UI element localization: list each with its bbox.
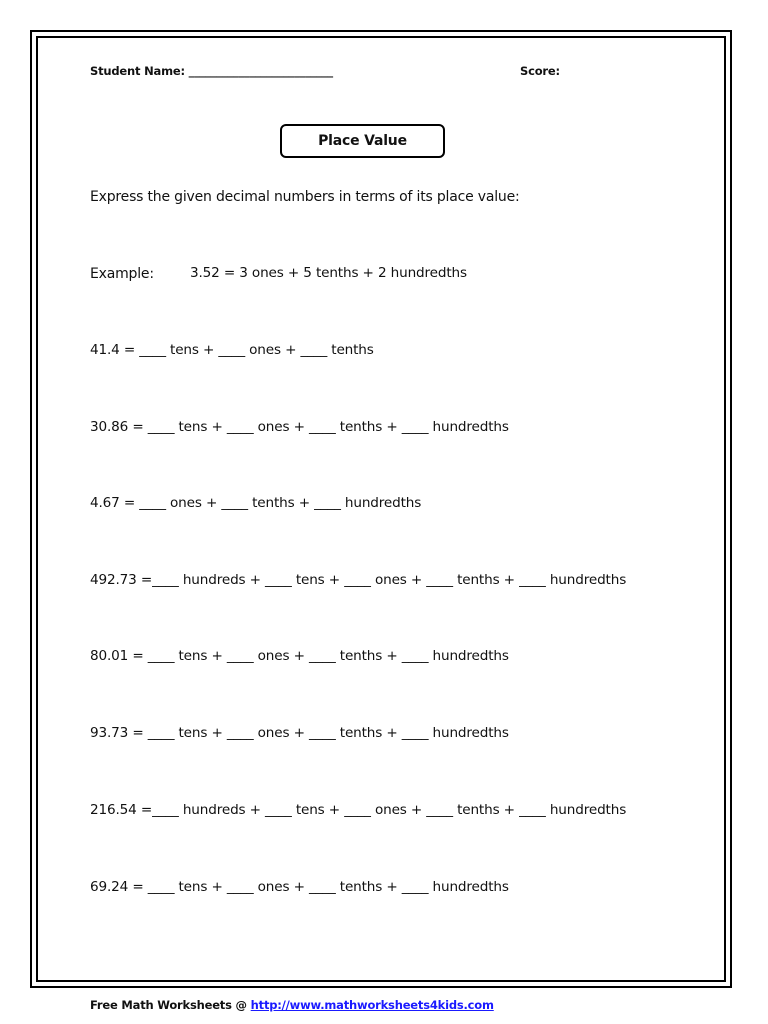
footer [90,1000,494,1012]
problem-1: 41.4 = ____ tens + ____ ones + ____ tenths [90,342,374,358]
problem-5: 80.01 = ____ tens + ____ ones + ____ tenths + ____ hundredths [90,648,509,664]
page-title [280,124,445,158]
example-expression: 3.52 = 3 ones + 5 tenths + 2 hundredths [190,265,467,281]
problem-3: 4.67 = ____ ones + ____ tenths + ____ hundredths [90,495,422,511]
example-label: Example: [90,266,154,282]
problem-6: 93.73 = ____ tens + ____ ones + ____ tenths + ____ hundredths [90,725,509,741]
instruction-text: Express the given decimal numbers in terms of its place value: [90,189,520,205]
problem-8: 69.24 = ____ tens + ____ ones + ____ tenths + ____ hundredths [90,879,509,895]
footer-label: Free Math Worksheets @ [90,998,251,1012]
problem-7: 216.54 =____ hundreds + ____ tens + ____ ones + ____ tenths + ____ hundredths [90,802,627,818]
page-title-text: Place Value [318,133,407,149]
student-name-label: Student Name: __________________________ [90,64,333,78]
footer-link[interactable]: http://www.mathworksheets4kids.com [250,998,494,1012]
problem-4: 492.73 =____ hundreds + ____ tens + ____ ones + ____ tenths + ____ hundredths [90,572,627,588]
problem-2: 30.86 = ____ tens + ____ ones + ____ tenths + ____ hundredths [90,419,509,435]
score-label: Score: [520,64,560,78]
